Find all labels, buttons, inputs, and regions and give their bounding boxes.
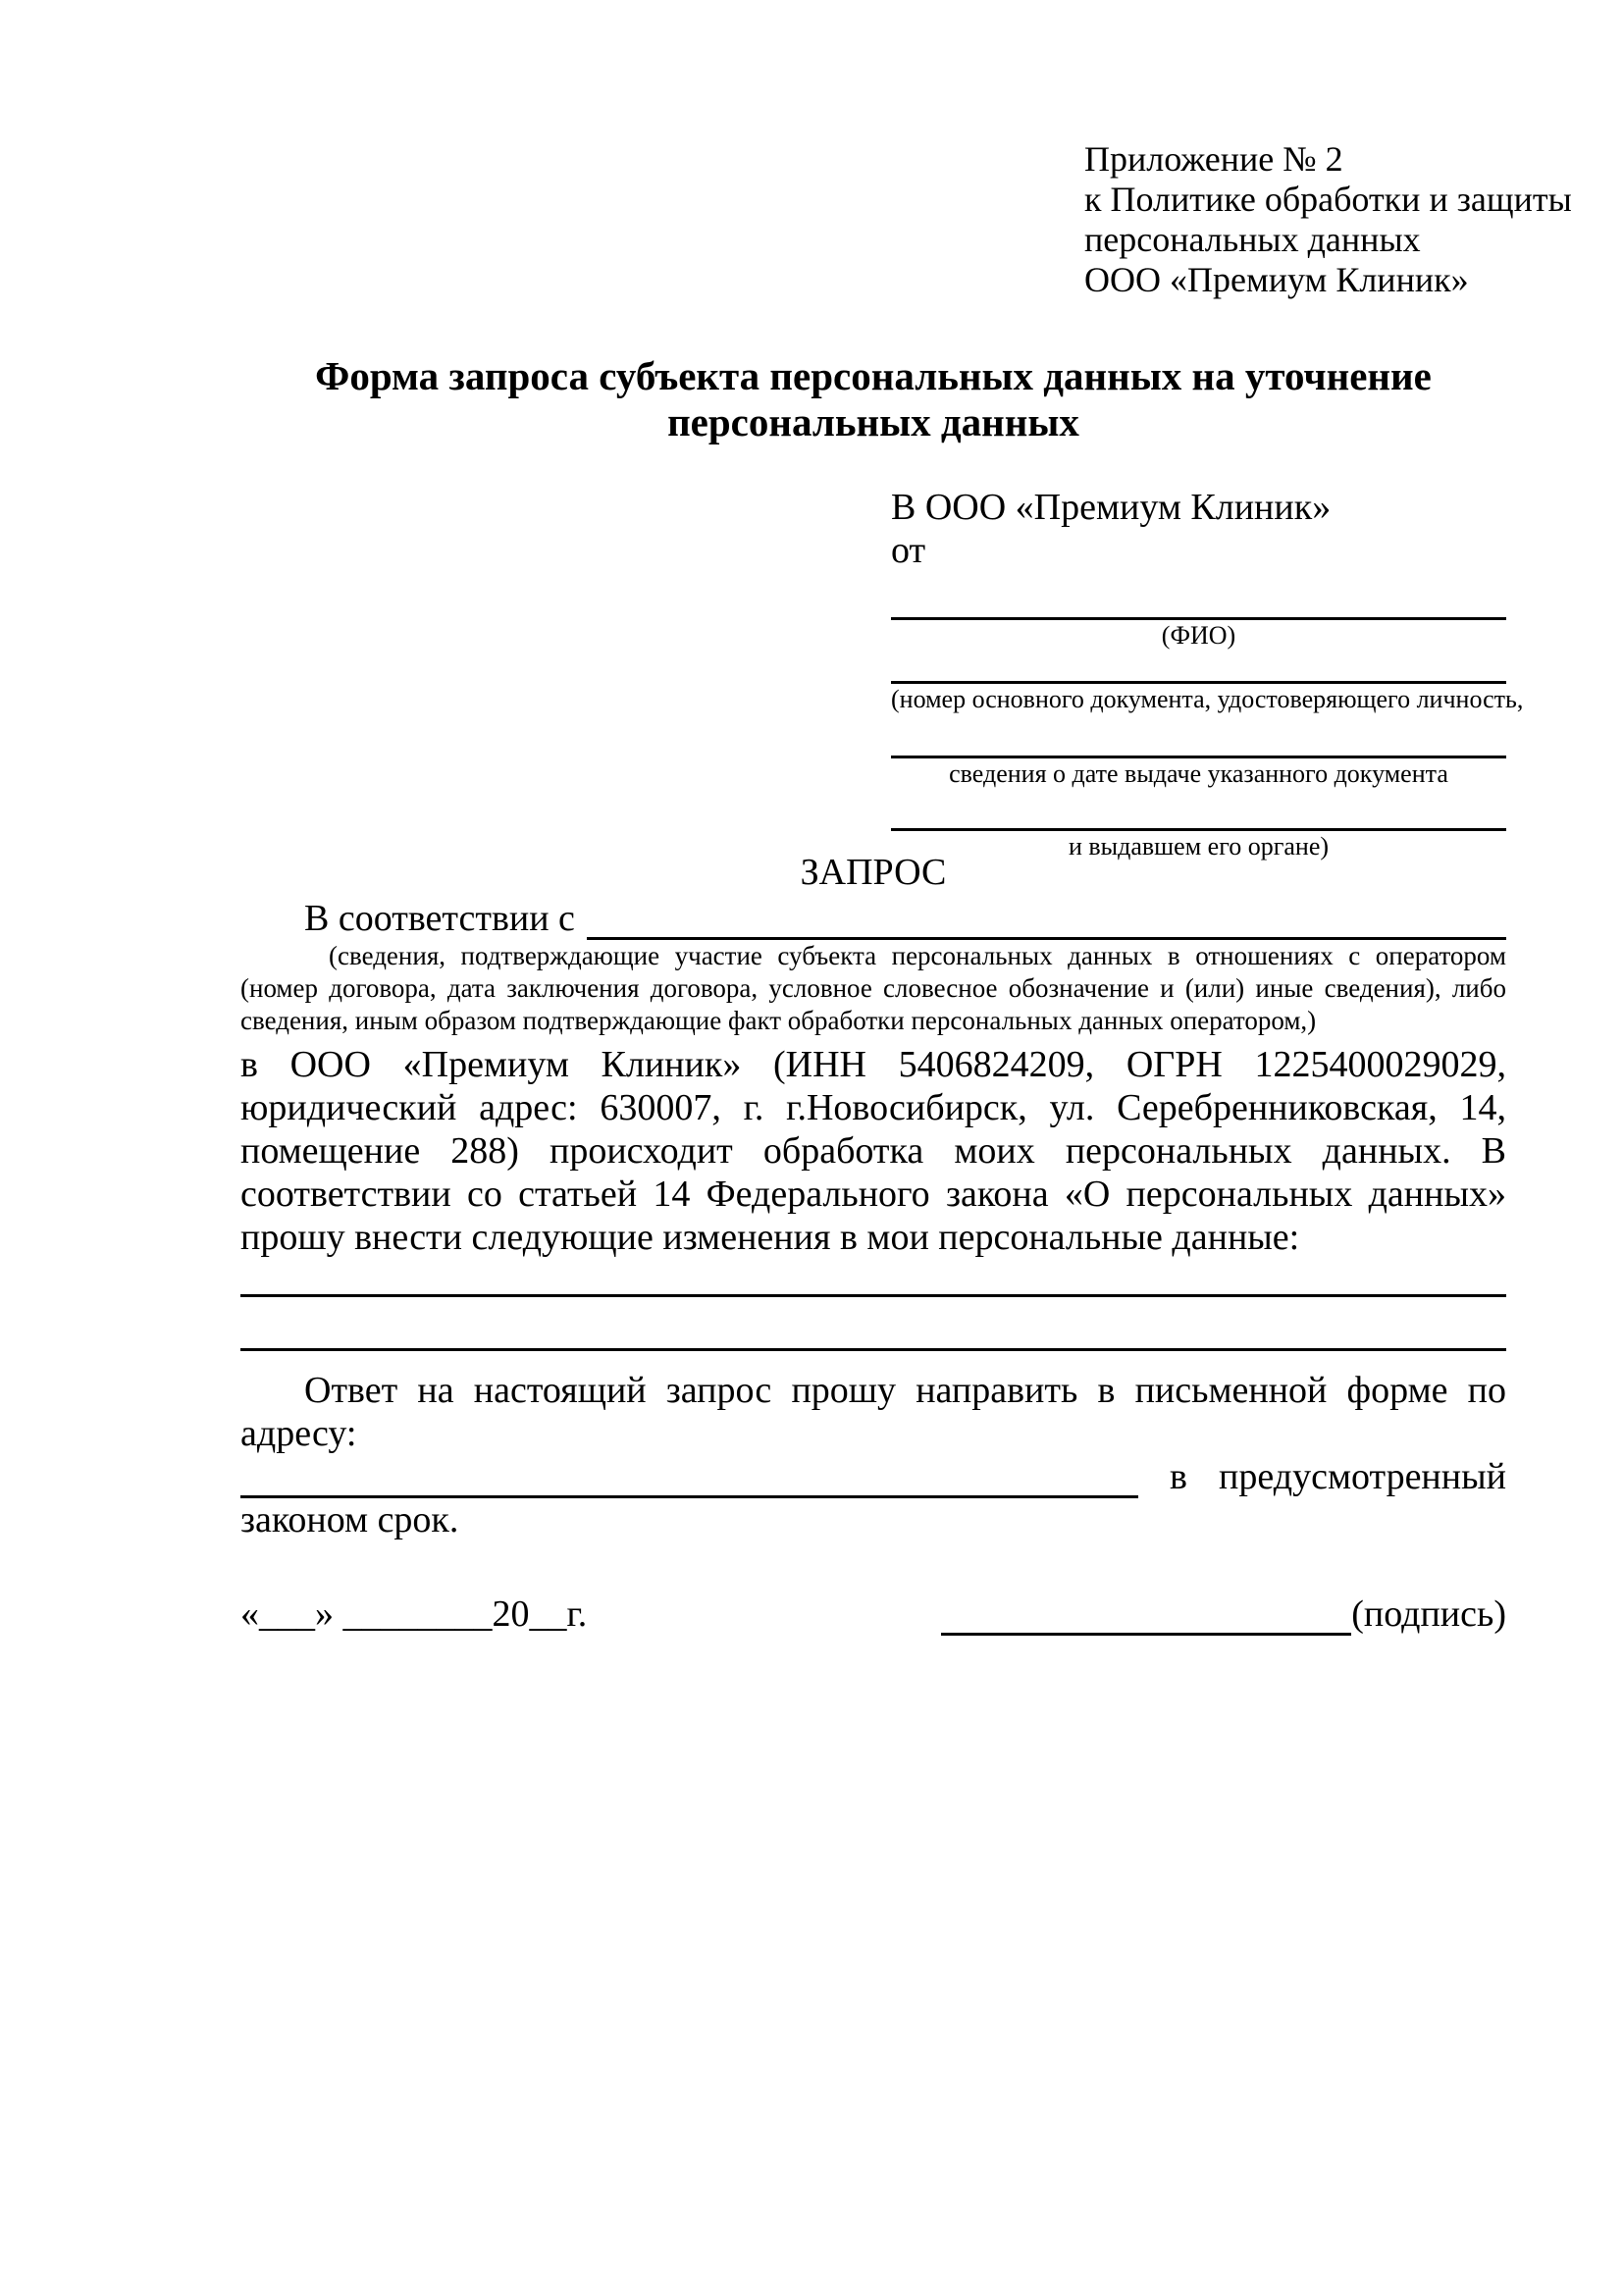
addressee-to: В ООО «Премиум Клиник» xyxy=(891,487,1332,528)
intro-row xyxy=(240,897,1506,940)
intro-caption: (сведения, подтверждающие участие субъекта персональных данных в отношениях с оператором (номер договора, дата заключения договора, условное словесное обозначение и (или) иные сведения), либо сведения, иным образом подтверждающие факт обработки персональных данных оператором,) xyxy=(240,941,1506,1035)
appendix-line: персональных данных xyxy=(1084,220,1421,259)
answer-paragraph-line2 xyxy=(240,1455,1506,1498)
issuing-authority-blank-line xyxy=(891,790,1506,831)
request-heading: ЗАПРОС xyxy=(800,852,947,893)
date-line: «___» ________20__г. xyxy=(240,1593,588,1635)
appendix-header xyxy=(1084,139,1572,300)
field-document-number xyxy=(891,652,1524,715)
changes-blank-line-2 xyxy=(240,1297,1506,1351)
appendix-line: Приложение № 2 xyxy=(1084,139,1343,179)
answer-paragraph-line3: законом срок. xyxy=(240,1499,459,1540)
intro-prefix: В соответствии с xyxy=(304,898,575,939)
footer-row xyxy=(240,1592,1506,1636)
issuing-authority-caption: и выдавшем его органе) xyxy=(1068,832,1330,861)
signature-group xyxy=(941,1592,1506,1636)
field-issue-date xyxy=(891,715,1506,790)
changes-blank-line-1 xyxy=(240,1259,1506,1297)
main-paragraph: в ООО «Премиум Клиник» (ИНН 5406824209, ОГРН 1225400029029, юридический адрес: 630007, г. г.Новосибирск, ул. Серебренниковская, 14, помещение 288) происходит обработка моих персональных данных. В соответствии со статьей 14 Федерального закона «О персональных данных» прошу внести следующие изменения в мои персональные данные: xyxy=(240,1044,1506,1258)
answer-word-b: предусмотренный xyxy=(1219,1456,1506,1497)
addressee-from-label: от xyxy=(891,530,926,571)
field-fio xyxy=(891,572,1506,652)
issue-date-caption: сведения о дате выдаче указанного документа xyxy=(949,759,1448,788)
request-section xyxy=(240,850,1506,1636)
fio-blank-line xyxy=(891,572,1506,620)
appendix-line: к Политике обработки и защиты xyxy=(1084,180,1572,219)
fio-caption: (ФИО) xyxy=(1161,621,1236,650)
appendix-line: ООО «Премиум Клиник» xyxy=(1084,260,1469,299)
intro-blank-line xyxy=(587,898,1506,940)
address-blank-line xyxy=(240,1456,1138,1498)
signature-caption: (подпись) xyxy=(1351,1593,1506,1635)
answer-paragraph-line1: Ответ на настоящий запрос прошу направить в письменной форме по адресу: xyxy=(240,1370,1506,1454)
signature-blank-line xyxy=(941,1593,1351,1636)
addressee-block xyxy=(891,486,1524,862)
issue-date-blank-line xyxy=(891,715,1506,758)
document-number-caption: (номер основного документа, удостоверяющего личность, xyxy=(891,685,1524,713)
document-number-blank-line xyxy=(891,652,1506,684)
document-title: Форма запроса субъекта персональных данных на уточнение персональных данных xyxy=(315,353,1432,444)
answer-word-a: в xyxy=(1170,1456,1187,1497)
